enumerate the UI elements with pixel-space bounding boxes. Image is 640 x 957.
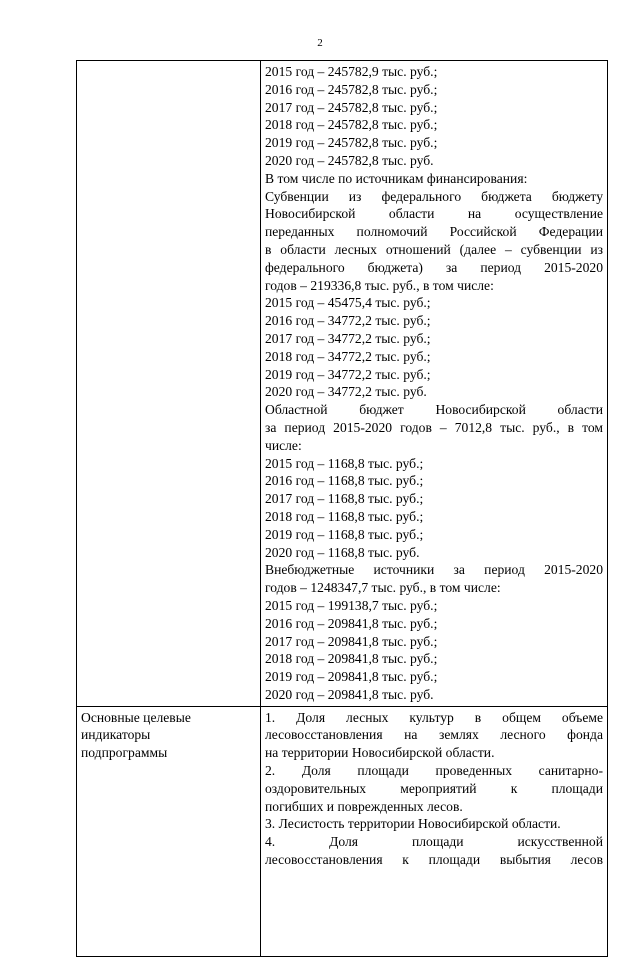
indicator-line: 3. Лесистость территории Новосибирской области.: [265, 816, 561, 832]
federal-intro-line: в области лесных отношений (далее – субвенции из: [265, 241, 603, 257]
sources-heading: В том числе по источникам финансирования:: [265, 170, 528, 186]
indicators-label-line: индикаторы: [81, 727, 151, 743]
funding-year-line: 2019 год – 209841,8 тыс. руб.;: [265, 669, 438, 685]
funding-year-line: 2018 год – 1168,8 тыс. руб.;: [265, 508, 424, 524]
indicator-item: [265, 833, 603, 869]
indicators-label-cell: [77, 706, 261, 956]
extrabudgetary-intro-line: Внебюджетные источники за период 2015-2020: [265, 562, 603, 578]
subprogram-passport-table: [76, 60, 608, 957]
indicator-line: погибших и поврежденных лесов.: [265, 798, 463, 814]
indicator-item: [265, 762, 603, 815]
funding-year-line: 2015 год – 245782,9 тыс. руб.;: [265, 64, 438, 79]
funding-year-line: 2016 год – 245782,8 тыс. руб.;: [265, 81, 438, 97]
funding-year-line: 2018 год – 245782,8 тыс. руб.;: [265, 117, 438, 133]
funding-year-line: 2016 год – 34772,2 тыс. руб.;: [265, 313, 431, 329]
funding-year-line: 2020 год – 245782,8 тыс. руб.: [265, 152, 434, 168]
funding-label-cell: [77, 61, 261, 707]
indicator-line: 4. Доля площади искусственной: [265, 834, 603, 850]
extrabudgetary-funding-years: [265, 597, 603, 704]
federal-intro-line: переданных полномочий Российской Федерации: [265, 224, 603, 240]
page-number: 2: [317, 37, 323, 49]
funding-year-line: 2020 год – 209841,8 тыс. руб.: [265, 686, 434, 702]
total-funding-years: [265, 63, 603, 170]
regional-funding-years: [265, 455, 603, 562]
extrabudgetary-intro: [265, 561, 603, 579]
indicators-label: [81, 709, 256, 762]
regional-intro-line: за период 2015-2020 годов – 7012,8 тыс. руб., в том: [265, 419, 603, 435]
indicator-line: оздоровительных мероприятий к площади: [265, 780, 603, 796]
indicator-line: лесовосстановления на землях лесного фонда: [265, 727, 603, 743]
federal-subvention-intro: [265, 188, 603, 277]
funding-year-line: 2019 год – 245782,8 тыс. руб.;: [265, 135, 438, 151]
funding-year-line: 2016 год – 1168,8 тыс. руб.;: [265, 473, 424, 489]
funding-year-line: 2016 год – 209841,8 тыс. руб.;: [265, 615, 438, 631]
funding-year-line: 2015 год – 1168,8 тыс. руб.;: [265, 455, 424, 471]
indicators-label-line: Основные целевые: [81, 709, 191, 725]
funding-year-line: 2015 год – 45475,4 тыс. руб.;: [265, 295, 431, 311]
federal-intro-line: Субвенции из федерального бюджета бюджету: [265, 188, 603, 204]
indicators-label-line: подпрограммы: [81, 745, 168, 761]
funding-year-line: 2018 год – 209841,8 тыс. руб.;: [265, 651, 438, 667]
indicators-content-cell: [261, 706, 608, 956]
indicator-item: [265, 709, 603, 762]
funding-row: [77, 61, 608, 707]
indicator-line: лесовосстановления к площади выбытия лесов: [265, 852, 603, 868]
funding-content-cell: [261, 61, 608, 707]
federal-intro-line: Новосибирской области на осуществление: [265, 206, 603, 222]
indicator-line: на территории Новосибирской области.: [265, 745, 495, 761]
indicators-list: [265, 709, 603, 869]
funding-year-line: 2018 год – 34772,2 тыс. руб.;: [265, 348, 431, 364]
federal-intro-line: федерального бюджета) за период 2015-2020: [265, 259, 603, 275]
funding-year-line: 2019 год – 34772,2 тыс. руб.;: [265, 366, 431, 382]
indicator-item: [265, 815, 603, 833]
federal-funding-years: [265, 294, 603, 401]
indicator-line: 2. Доля площади проведенных санитарно-: [265, 763, 603, 779]
funding-year-line: 2017 год – 209841,8 тыс. руб.;: [265, 633, 438, 649]
funding-year-line: 2017 год – 245782,8 тыс. руб.;: [265, 99, 438, 115]
regional-intro-line: Областной бюджет Новосибирской области: [265, 402, 603, 418]
extrabudgetary-total: годов – 1248347,7 тыс. руб., в том числе:: [265, 580, 501, 596]
funding-year-line: 2019 год – 1168,8 тыс. руб.;: [265, 526, 424, 542]
funding-year-line: 2015 год – 199138,7 тыс. руб.;: [265, 597, 438, 613]
funding-year-line: 2020 год – 1168,8 тыс. руб.: [265, 544, 420, 560]
indicator-line: 1. Доля лесных культур в общем объеме: [265, 709, 603, 725]
regional-budget-intro-end: числе:: [265, 437, 302, 453]
funding-year-line: 2017 год – 1168,8 тыс. руб.;: [265, 491, 424, 507]
funding-year-line: 2017 год – 34772,2 тыс. руб.;: [265, 330, 431, 346]
regional-budget-intro: [265, 401, 603, 437]
indicators-row: [77, 706, 608, 956]
funding-year-line: 2020 год – 34772,2 тыс. руб.: [265, 384, 427, 400]
federal-subvention-total: годов – 219336,8 тыс. руб., в том числе:: [265, 277, 494, 293]
